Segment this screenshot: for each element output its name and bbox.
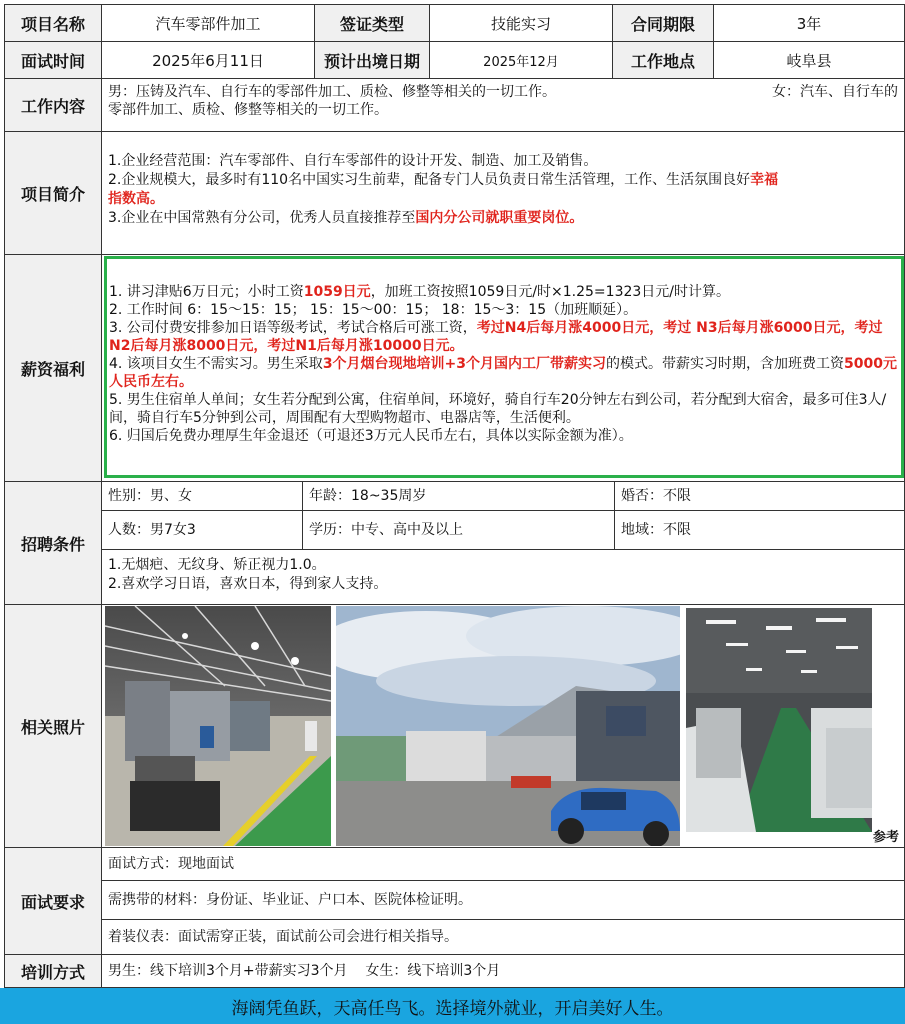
interview-time-label: 面试时间 — [4, 41, 102, 79]
salary-line-5: 5. 男生住宿单人单间；女生若分配到公寓，住宿单间，环境好，骑自行车20分钟左右到公司，若分配到大宿舍，最多可住3人/间，骑自行车5分钟到公司，周围配有大型购物超市、电器店等，生活便利。 — [109, 392, 887, 426]
intro-line-3: 3.企业在中国常熟有分公司，优秀人员直接推荐至国内分公司就职重要岗位。 — [108, 210, 584, 226]
departure-date-label: 预计出境日期 — [314, 41, 430, 79]
recruit-label: 招聘条件 — [4, 481, 102, 605]
project-intro-text — [101, 131, 905, 255]
interview-mode: 面试方式：现地面试 — [101, 847, 905, 881]
interview-materials: 需携带的材料：身份证、毕业证、户口本、医院体检证明。 — [101, 880, 905, 920]
recruit-age: 年龄：18~35周岁 — [302, 481, 615, 511]
salary-label: 薪资福利 — [4, 254, 102, 482]
work-content-label: 工作内容 — [4, 78, 102, 132]
work-female-b: 零部件加工、质检、修整等相关的一切工作。 — [108, 102, 388, 118]
project-intro-label: 项目简介 — [4, 131, 102, 255]
visa-type-label: 签证类型 — [314, 4, 430, 42]
work-location-value: 岐阜县 — [713, 41, 905, 79]
interview-time-value: 2025年6月11日 — [101, 41, 315, 79]
work-location-label: 工作地点 — [612, 41, 714, 79]
recruit-education: 学历：中专、高中及以上 — [302, 510, 615, 550]
intro-line-2: 2.企业规模大，最多时有110名中国实习生前辈，配备专门人员负责日常生活管理，工作、生活氛围良好幸福 指数高。 — [108, 172, 779, 207]
recruit-req-1: 1.无烟疤、无纹身、矫正视力1.0。 — [108, 557, 326, 573]
interview-dress: 着装仪表：面试需穿正装，面试前公司会进行相关指导。 — [101, 919, 905, 955]
factory-interior-photo — [105, 606, 331, 846]
visa-type-value: 技能实习 — [429, 4, 613, 42]
salary-line-1: 1. 讲习津贴6万日元；小时工资1059日元，加班工资按照1059日元/时×1.25=1323日元/时计算。 — [109, 284, 731, 300]
training-text: 男生：线下培训3个月+带薪实习3个月 女生：线下培训3个月 — [101, 954, 905, 988]
recruit-marriage: 婚否：不限 — [614, 481, 905, 511]
slogan-banner: 海阔凭鱼跃，天高任鸟飞。选择境外就业，开启美好人生。 — [0, 988, 905, 1024]
training-label: 培训方式 — [4, 954, 102, 988]
recruit-req-2: 2.喜欢学习日语，喜欢日本，得到家人支持。 — [108, 576, 388, 592]
interview-req-label: 面试要求 — [4, 847, 102, 955]
intro-line-1: 1.企业经营范围：汽车零部件、自行车零部件的设计开发、制造、加工及销售。 — [108, 153, 598, 169]
warehouse-photo — [686, 608, 872, 832]
salary-line-3: 3. 公司付费安排参加日语等级考试，考试合格后可涨工资，考过N4后每月涨4000日元，考过 N3后每月涨6000日元，考过N2后每月涨8000日元，考过N1后每月涨10000日元。 — [109, 320, 883, 354]
project-name-value: 汽车零部件加工 — [101, 4, 315, 42]
work-content-text — [101, 78, 905, 132]
work-male: 男：压铸及汽车、自行车的零部件加工、质检、修整等相关的一切工作。 — [108, 84, 556, 100]
recruit-count: 人数：男7女3 — [101, 510, 303, 550]
salary-line-2: 2. 工作时间 6：15～15：15； 15：15～00：15； 18：15～3：15（加班顺延）。 — [109, 302, 638, 318]
recruit-requirements — [101, 549, 905, 605]
work-female-a: 女：汽车、自行车的 — [772, 84, 898, 100]
recruit-gender: 性别：男、女 — [101, 481, 303, 511]
salary-line-6: 6. 归国后免费办理厚生年金退还（可退还3万元人民币左右，具体以实际金额为准）。 — [109, 428, 633, 444]
salary-line-4: 4. 该项目女生不需实习。男生采取3个月烟台现地培训+3个月国内工厂带薪实习的模式。带薪实习时期，含加班费工资5000元人民币左右。 — [109, 356, 897, 390]
recruit-region: 地域：不限 — [614, 510, 905, 550]
factory-exterior-photo — [336, 606, 680, 846]
project-name-label: 项目名称 — [4, 4, 102, 42]
contract-period-label: 合同期限 — [612, 4, 714, 42]
photos-label: 相关照片 — [4, 604, 102, 848]
contract-period-value: 3年 — [713, 4, 905, 42]
photo-reference-note: 参考 — [873, 830, 900, 845]
salary-text — [104, 256, 904, 478]
departure-date-value: 2025年12月 — [429, 41, 613, 79]
